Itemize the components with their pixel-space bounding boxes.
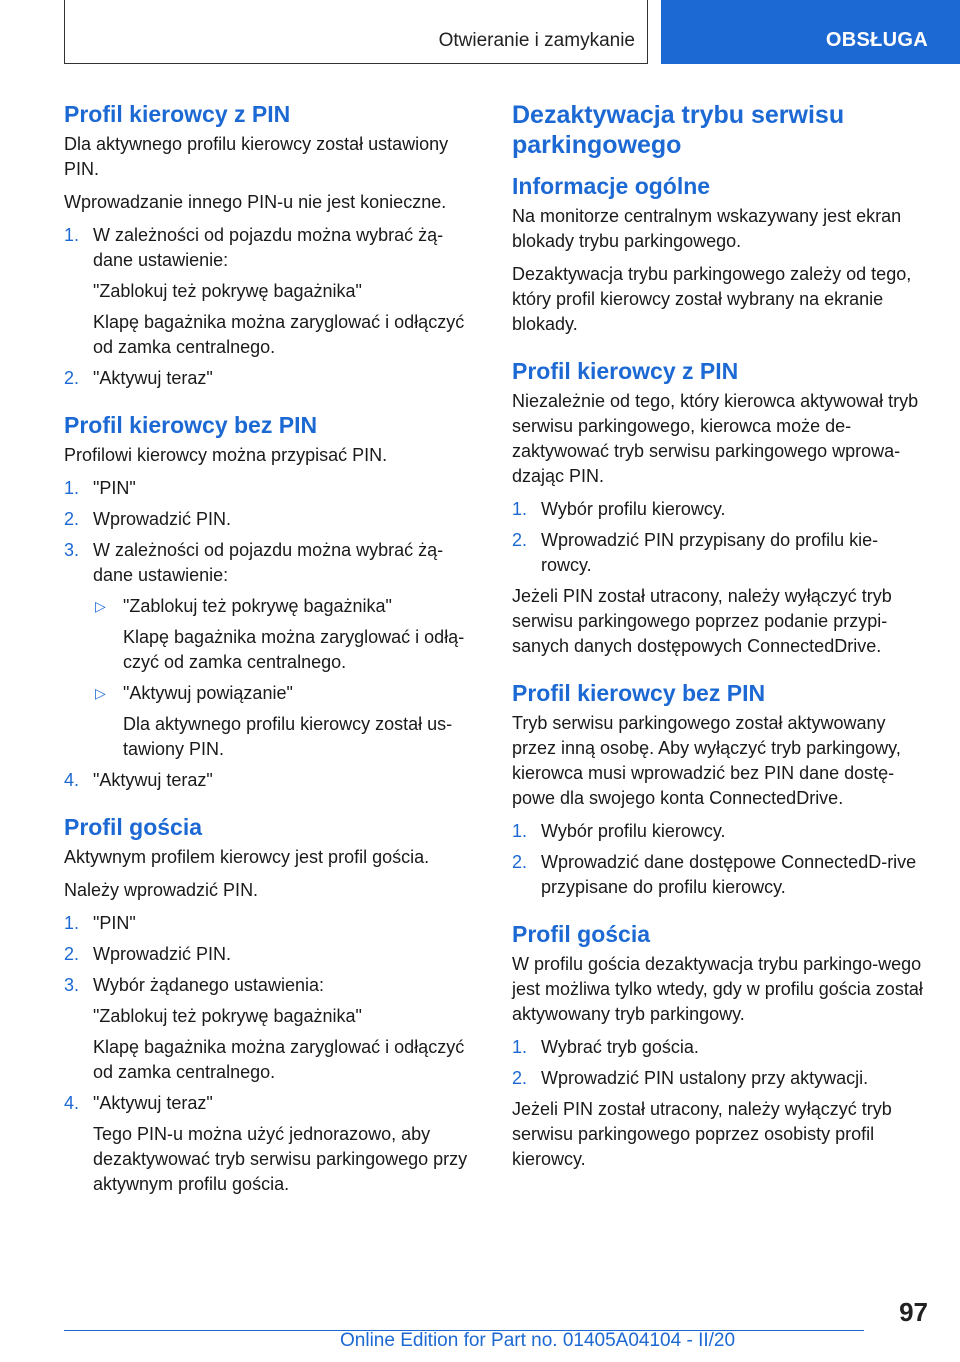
chapter-title: Otwieranie i zamykanie bbox=[438, 30, 635, 51]
step-number: 2. bbox=[64, 368, 80, 388]
section-heading: Profil kierowcy z PIN bbox=[64, 101, 291, 127]
triangle-bullet-icon: ▷ bbox=[95, 598, 106, 614]
step-number: 2. bbox=[64, 944, 80, 964]
paragraph: Tryb serwisu parkingowego został aktywowany przez inną osobę. Aby wyłączyć tryb parkingowy, kierowca musi wprowadzić bez PIN dane dostę-powe dla swojego konta ConnectedDrive. bbox=[512, 713, 901, 808]
list-item bbox=[512, 819, 928, 844]
section-heading: Profil kierowcy z PIN bbox=[512, 358, 739, 384]
chapter-tab bbox=[64, 0, 648, 64]
list-item bbox=[512, 1035, 928, 1060]
step-number: 1. bbox=[64, 913, 80, 933]
step-text: Wprowadzić PIN. bbox=[93, 944, 232, 964]
step-text: Wprowadzić PIN ustalony przy aktywacji. bbox=[541, 1068, 869, 1088]
list-item bbox=[64, 538, 480, 762]
step-number: 2. bbox=[512, 852, 528, 872]
sub-item-text: "Aktywuj powiązanie" bbox=[123, 683, 293, 703]
section-tab bbox=[661, 0, 960, 64]
list-item bbox=[512, 528, 928, 578]
list-item bbox=[64, 223, 480, 360]
section-driver-without-pin bbox=[64, 411, 480, 793]
section-heading: Profil gościa bbox=[64, 814, 203, 840]
paragraph: Należy wprowadzić PIN. bbox=[64, 880, 259, 900]
list-item bbox=[64, 366, 480, 391]
list-item bbox=[64, 973, 480, 1085]
step-text: Wybór żądanego ustawienia: bbox=[93, 975, 324, 995]
step-text: Wprowadzić PIN przypisany do profilu kie-rowcy. bbox=[541, 530, 879, 575]
list-item bbox=[64, 507, 480, 532]
list-item bbox=[512, 850, 928, 900]
edition-footer: Online Edition for Part no. 01405A04104 - II/20 bbox=[340, 1330, 736, 1351]
step-detail: Klapę bagażnika można zaryglować i odłączyć od zamka centralnego. bbox=[93, 312, 465, 357]
step-text: Wprowadzić dane dostępowe ConnectedD-rive przypisane do profilu kierowcy. bbox=[541, 852, 917, 897]
step-number: 2. bbox=[64, 509, 80, 529]
step-detail: "Zablokuj też pokrywę bagażnika" bbox=[93, 281, 362, 301]
section-title: OBSŁUGA bbox=[825, 29, 928, 51]
sub-item-detail: Klapę bagażnika można zaryglować i odłą-czyć od zamka centralnego. bbox=[123, 627, 465, 672]
paragraph: Jeżeli PIN został utracony, należy wyłączyć tryb serwisu parkingowego poprzez osobisty profil kierowcy. bbox=[512, 1099, 892, 1169]
step-text: Wybrać tryb gościa. bbox=[541, 1037, 699, 1057]
step-detail: Klapę bagażnika można zaryglować i odłączyć od zamka centralnego. bbox=[93, 1037, 465, 1082]
step-number: 3. bbox=[64, 975, 80, 995]
list-item bbox=[512, 497, 928, 522]
step-text: "Aktywuj teraz" bbox=[93, 368, 213, 388]
sub-item-detail: Dla aktywnego profilu kierowcy został us-tawiony PIN. bbox=[123, 714, 453, 759]
step-number: 4. bbox=[64, 1093, 80, 1113]
sub-list-item bbox=[93, 594, 480, 675]
step-number: 2. bbox=[512, 1068, 528, 1088]
paragraph: Niezależnie od tego, który kierowca aktywował tryb serwisu parkingowego, kierowca może de-zaktywować tryb serwisu parkingowego wprowa-dzając PIN. bbox=[512, 391, 919, 486]
step-text: W zależności od pojazdu można wybrać żą-dane ustawienie: bbox=[93, 225, 444, 270]
step-text: Wprowadzić PIN. bbox=[93, 509, 232, 529]
step-number: 1. bbox=[512, 1037, 528, 1057]
step-text: Wybór profilu kierowcy. bbox=[541, 499, 726, 519]
list-item bbox=[64, 476, 480, 501]
list-item bbox=[64, 1091, 480, 1197]
list-item bbox=[64, 911, 480, 936]
triangle-bullet-icon: ▷ bbox=[95, 685, 106, 701]
section-guest-profile bbox=[512, 920, 928, 1172]
step-text: "Aktywuj teraz" bbox=[93, 1093, 213, 1113]
section-heading: Informacje ogólne bbox=[512, 173, 711, 199]
list-item bbox=[512, 1066, 928, 1091]
chapter-heading: Dezaktywacja trybu serwisu parkingowego bbox=[512, 101, 845, 159]
sub-item-text: "Zablokuj też pokrywę bagażnika" bbox=[123, 596, 392, 616]
paragraph: Wprowadzanie innego PIN-u nie jest konieczne. bbox=[64, 192, 447, 212]
section-general-info bbox=[512, 172, 928, 337]
step-text: "PIN" bbox=[93, 478, 136, 498]
step-text: Wybór profilu kierowcy. bbox=[541, 821, 726, 841]
step-number: 1. bbox=[64, 478, 80, 498]
step-number: 4. bbox=[64, 770, 80, 790]
step-text: W zależności od pojazdu można wybrać żą-dane ustawienie: bbox=[93, 540, 444, 585]
paragraph: Dla aktywnego profilu kierowcy został ustawiony PIN. bbox=[64, 134, 449, 179]
section-heading: Profil kierowcy bez PIN bbox=[64, 412, 318, 438]
list-item bbox=[64, 942, 480, 967]
step-detail: "Zablokuj też pokrywę bagażnika" bbox=[93, 1006, 362, 1026]
section-heading: Profil gościa bbox=[512, 921, 651, 947]
step-number: 3. bbox=[64, 540, 80, 560]
section-heading: Profil kierowcy bez PIN bbox=[512, 680, 766, 706]
paragraph: W profilu gościa dezaktywacja trybu parkingo-wego jest możliwa tylko wtedy, gdy w profilu gościa został aktywowany tryb parkingowy. bbox=[512, 954, 923, 1024]
section-guest-profile bbox=[64, 813, 480, 1197]
step-text: "Aktywuj teraz" bbox=[93, 770, 213, 790]
paragraph: Jeżeli PIN został utracony, należy wyłączyć tryb serwisu parkingowego poprzez podanie przypi-sanych danych dostępowych ConnectedDrive. bbox=[512, 586, 892, 656]
paragraph: Aktywnym profilem kierowcy jest profil gościa. bbox=[64, 847, 430, 867]
step-number: 2. bbox=[512, 530, 528, 550]
paragraph: Dezaktywacja trybu parkingowego zależy od tego, który profil kierowcy został wybrany na ekranie blokady. bbox=[512, 264, 912, 334]
page-header bbox=[0, 0, 960, 66]
step-detail: Tego PIN-u można użyć jednorazowo, aby dezaktywować tryb serwisu parkingowego przy aktywnym profilu gościa. bbox=[93, 1124, 468, 1194]
step-text: "PIN" bbox=[93, 913, 136, 933]
right-column bbox=[512, 100, 928, 1186]
page-number: 97 bbox=[899, 1297, 928, 1327]
step-number: 1. bbox=[64, 225, 80, 245]
left-column bbox=[64, 100, 480, 1211]
list-item bbox=[64, 768, 480, 793]
sub-list-item bbox=[93, 681, 480, 762]
section-driver-with-pin bbox=[64, 100, 480, 391]
paragraph: Profilowi kierowcy można przypisać PIN. bbox=[64, 445, 388, 465]
step-number: 1. bbox=[512, 821, 528, 841]
section-driver-with-pin bbox=[512, 357, 928, 659]
paragraph: Na monitorze centralnym wskazywany jest ekran blokady trybu parkingowego. bbox=[512, 206, 902, 251]
step-number: 1. bbox=[512, 499, 528, 519]
section-driver-without-pin bbox=[512, 679, 928, 900]
